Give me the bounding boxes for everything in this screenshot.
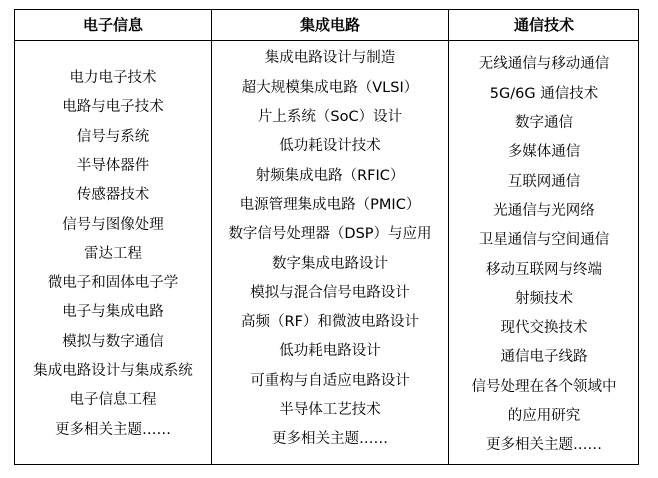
column-electronic-info	[15, 41, 211, 464]
list-item: 低功耗电路设计	[279, 343, 381, 360]
list-item: 低功耗设计技术	[279, 138, 381, 155]
list-item: 射频技术	[515, 290, 573, 307]
list-item: 片上系统（SoC）设计	[257, 109, 403, 126]
list-item: 集成电路设计与集成系统	[33, 363, 193, 380]
list-item: 光通信与光网络	[493, 202, 595, 219]
list-item: 模拟与数字通信	[62, 333, 164, 350]
list-item: 模拟与混合信号电路设计	[250, 284, 410, 301]
list-item: 电子与集成电路	[62, 304, 164, 321]
topic-table	[14, 9, 639, 465]
header-electronic-info: 电子信息	[82, 16, 143, 34]
list-item: 卫星通信与空间通信	[478, 232, 610, 249]
list-item: 现代交换技术	[500, 320, 588, 337]
list-item: 电力电子技术	[69, 70, 157, 87]
list-item: 通信电子线路	[500, 349, 588, 366]
header-integrated-circuits: 集成电路	[299, 16, 360, 34]
list-item: 无线通信与移动通信	[478, 56, 610, 73]
list-item: 数字通信	[515, 115, 573, 132]
column-communication-tech	[449, 41, 639, 464]
list-item: 数字信号处理器（DSP）与应用	[228, 226, 432, 243]
list-item: 传感器技术	[76, 187, 150, 204]
list-item: 更多相关主题……	[272, 431, 388, 448]
list-item: 射频集成电路（RFIC）	[255, 167, 405, 184]
column-integrated-circuits	[212, 41, 448, 464]
list-item: 超大规模集成电路（VLSI）	[241, 79, 419, 96]
list-item: 信号与图像处理	[62, 216, 164, 233]
list-item: 更多相关主题……	[55, 421, 171, 438]
list-item: 半导体工艺技术	[279, 401, 381, 418]
list-item: 的应用研究	[507, 407, 581, 424]
header-communication-tech: 通信技术	[513, 16, 574, 34]
list-item: 高频（RF）和微波电路设计	[241, 314, 419, 331]
list-item: 集成电路设计与制造	[264, 50, 396, 67]
list-item: 信号处理在各个领域中	[471, 378, 617, 395]
list-item: 移动互联网与终端	[486, 261, 602, 278]
list-item: 电路与电子技术	[62, 99, 164, 116]
list-item: 更多相关主题……	[486, 437, 602, 454]
list-item: 互联网通信	[507, 173, 581, 190]
list-item: 信号与系统	[76, 128, 150, 145]
list-item: 雷达工程	[84, 245, 142, 262]
list-item: 可重构与自适应电路设计	[250, 372, 410, 389]
list-item: 微电子和固体电子学	[47, 275, 179, 292]
list-item: 5G/6G 通信技术	[489, 85, 599, 102]
list-item: 数字集成电路设计	[272, 255, 388, 272]
list-item: 半导体器件	[76, 157, 150, 174]
list-item: 多媒体通信	[507, 144, 581, 161]
list-item: 电源管理集成电路（PMIC）	[239, 196, 421, 213]
list-item: 电子信息工程	[69, 392, 157, 409]
